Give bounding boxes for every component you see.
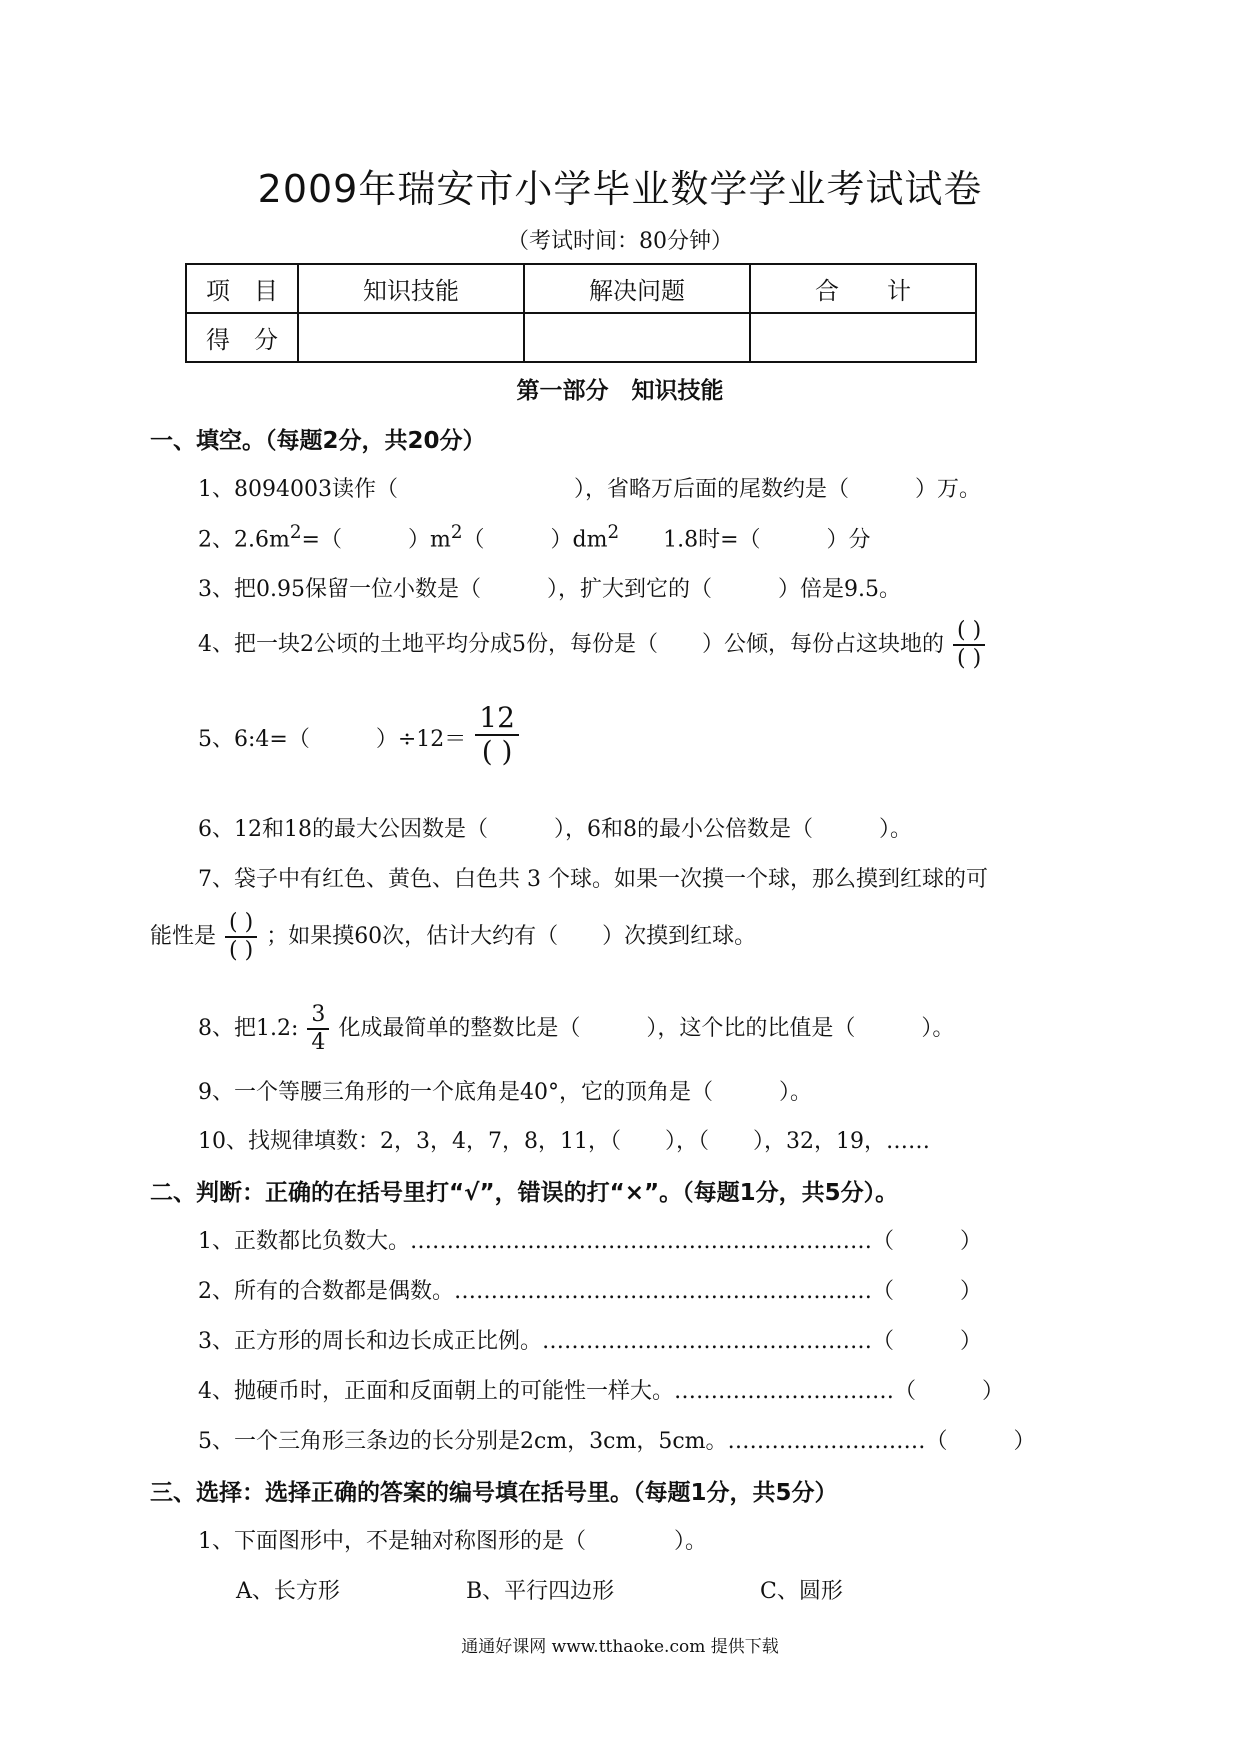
table-cell: 项 目 — [186, 264, 298, 313]
question-line — [198, 701, 521, 768]
fraction — [475, 702, 519, 768]
list-item: 2、所有的合数都是偶数。…………………………………………………（ ） — [198, 1279, 982, 1304]
fraction-numerator: 3 — [307, 1002, 329, 1030]
footer: 通通好课网 www.tthaoke.com 提供下载 — [461, 1637, 779, 1657]
table-cell: 解决问题 — [524, 264, 750, 313]
text: 5、6:4=（ ）÷12＝ — [198, 727, 467, 752]
text: ；如果摸60次，估计大约有（ ）次摸到红球。 — [266, 924, 757, 949]
table-cell: 得 分 — [186, 313, 298, 362]
question-line: 10、找规律填数：2，3，4，7，8，11，（ ），（ ），32，19，…… — [198, 1129, 930, 1154]
list-item: 4、抛硬币时，正面和反面朝上的可能性一样大。…………………………（ ） — [198, 1379, 1004, 1404]
text: 能性是 — [150, 924, 217, 949]
fraction-numerator: ( ) — [225, 910, 257, 938]
text: 8、把1.2: — [198, 1016, 299, 1041]
fraction — [953, 618, 985, 672]
question-line: 1、下面图形中，不是轴对称图形的是（ ）。 — [198, 1529, 707, 1554]
fraction-denominator: ( ) — [957, 646, 982, 671]
question-line: 7、袋子中有红色、黄色、白色共 3 个球。如果一次摸一个球，那么摸到红球的可 — [198, 867, 988, 892]
table-cell: 知识技能 — [298, 264, 524, 313]
list-item: 1、正数都比负数大。………………………………………………………（ ） — [198, 1229, 982, 1254]
exam-time: （考试时间：80分钟） — [507, 229, 733, 254]
question-line: 6、12和18的最大公因数是（ ），6和8的最小公倍数是（ ）。 — [198, 817, 912, 842]
list-item: 5、一个三角形三条边的长分别是2cm，3cm，5cm。………………………（ ） — [198, 1429, 1036, 1454]
text: 1.8时=（ ）分 — [619, 527, 871, 553]
option-b: B、平行四边形 — [466, 1579, 615, 1604]
score-cell[interactable] — [750, 313, 976, 362]
option-a: A、长方形 — [236, 1579, 340, 1604]
question-line: 9、一个等腰三角形的一个底角是40°，它的顶角是（ ）。 — [198, 1080, 812, 1105]
fraction — [307, 1002, 329, 1056]
part-heading: 第一部分 知识技能 — [516, 378, 724, 404]
fraction-numerator: ( ) — [953, 618, 985, 646]
score-table — [185, 263, 977, 363]
text: 2、2.6m — [198, 527, 290, 553]
question-line — [150, 910, 756, 964]
text: 4、把一块2公顷的土地平均分成5份，每份是（ ）公倾，每份占这块地的 — [198, 632, 944, 657]
superscript: 2 — [289, 522, 302, 543]
page-title: 2009年瑞安市小学毕业数学学业考试试卷 — [257, 167, 983, 211]
question-line — [198, 618, 987, 672]
text: 化成最简单的整数比是（ ），这个比的比值是（ ）。 — [338, 1016, 955, 1041]
fraction-denominator: ( ) — [481, 735, 513, 768]
question-line — [198, 1002, 954, 1056]
table-cell: 合 计 — [750, 264, 976, 313]
section-heading: 三、选择：选择正确的答案的编号填在括号里。（每题1分，共5分） — [150, 1480, 838, 1506]
table-row — [186, 313, 976, 362]
text: =（ ）m — [301, 527, 451, 553]
section-heading: 一、填空。（每题2分，共20分） — [150, 428, 486, 454]
fraction — [225, 910, 257, 964]
section-heading: 二、判断：正确的在括号里打“√”，错误的打“×”。（每题1分，共5分）。 — [150, 1180, 899, 1206]
question-line — [198, 522, 871, 553]
superscript: 2 — [450, 522, 463, 543]
option-c: C、圆形 — [760, 1579, 843, 1604]
fraction-denominator: 4 — [311, 1030, 326, 1055]
fraction-numerator: 12 — [475, 702, 519, 736]
score-cell[interactable] — [298, 313, 524, 362]
list-item: 3、正方形的周长和边长成正比例。………………………………………（ ） — [198, 1329, 982, 1354]
question-line: 3、把0.95保留一位小数是（ ），扩大到它的（ ）倍是9.5。 — [198, 577, 901, 602]
text: （ ）dm — [462, 527, 608, 553]
question-line: 1、8094003读作（ ），省略万后面的尾数约是（ ）万。 — [198, 477, 981, 502]
table-row — [186, 264, 976, 313]
fraction-denominator: ( ) — [229, 938, 254, 963]
score-cell[interactable] — [524, 313, 750, 362]
superscript: 2 — [607, 522, 620, 543]
